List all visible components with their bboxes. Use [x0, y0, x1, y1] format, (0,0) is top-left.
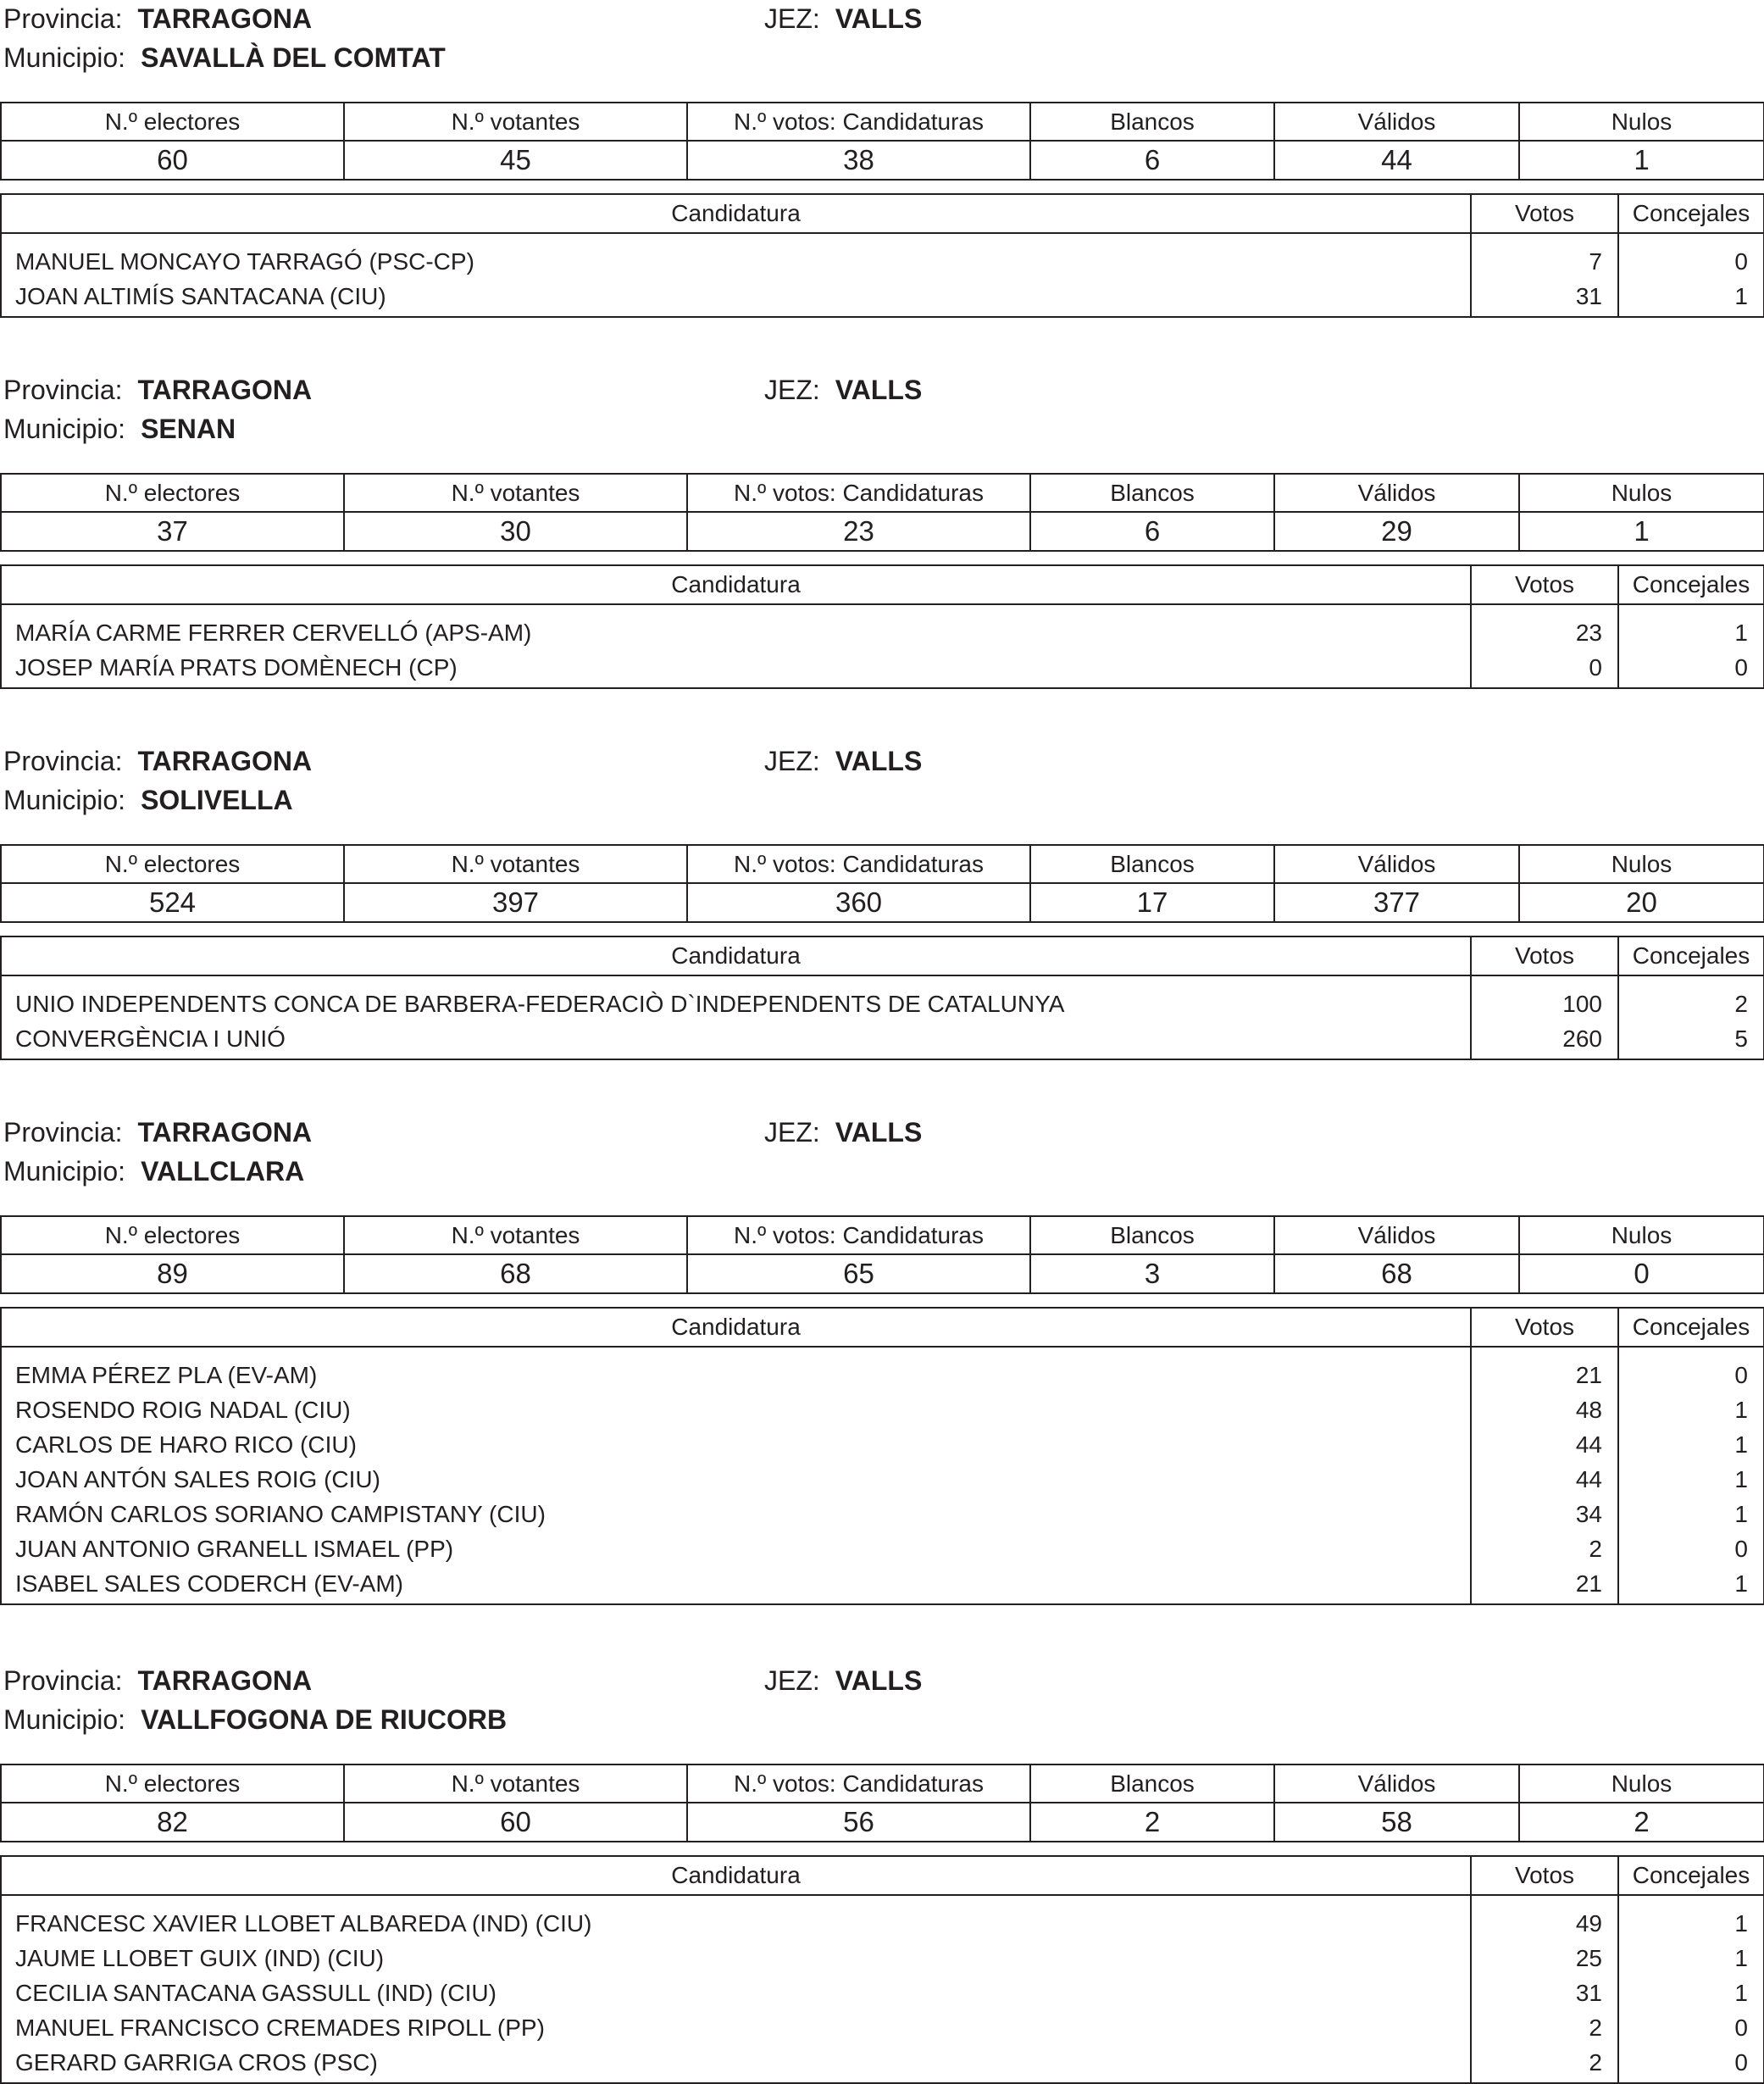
- candidates-table: [0, 564, 1764, 689]
- candidates-table: [0, 1855, 1764, 2084]
- municipio-line: [3, 1704, 507, 1735]
- municipio-value: VALLCLARA: [141, 1156, 305, 1186]
- municipio-label: Municipio:: [3, 1156, 126, 1186]
- stats-value-votantes: 30: [344, 512, 687, 551]
- stats-value-votos_cand: 360: [687, 883, 1030, 922]
- stats-header-blancos: Blancos: [1030, 1764, 1274, 1803]
- municipio-label: Municipio:: [3, 414, 126, 444]
- candidatura-header: Candidatura: [1, 194, 1471, 233]
- provincia-value: TARRAGONA: [137, 1117, 313, 1148]
- concejales-header: Concejales: [1618, 1856, 1764, 1895]
- stats-value-votantes: 60: [344, 1803, 687, 1842]
- stats-value-validos: 58: [1274, 1803, 1519, 1842]
- candidate-name: FRANCESC XAVIER LLOBET ALBAREDA (IND) (CIU): [1, 1895, 1471, 1941]
- candidate-votos: 260: [1471, 1021, 1618, 1059]
- candidate-votos: 31: [1471, 1976, 1618, 2010]
- stats-value-validos: 29: [1274, 512, 1519, 551]
- stats-header-votos_cand: N.º votos: Candidaturas: [687, 474, 1030, 512]
- stats-value-row: [1, 883, 1764, 922]
- stats-header-votantes: N.º votantes: [344, 103, 687, 141]
- stats-header-blancos: Blancos: [1030, 1216, 1274, 1254]
- stats-header-nulos: Nulos: [1519, 1216, 1764, 1254]
- candidates-header-row: [1, 936, 1764, 975]
- stats-value-row: [1, 512, 1764, 551]
- candidate-row: [1, 1531, 1764, 1566]
- stats-value-electores: 37: [1, 512, 344, 551]
- candidate-row: [1, 2045, 1764, 2083]
- candidate-name: JOAN ANTÓN SALES ROIG (CIU): [1, 1462, 1471, 1497]
- candidate-votos: 100: [1471, 975, 1618, 1021]
- jez-value: VALLS: [835, 3, 923, 34]
- stats-header-validos: Válidos: [1274, 1216, 1519, 1254]
- stats-header-electores: N.º electores: [1, 1764, 344, 1803]
- candidate-votos: 2: [1471, 1531, 1618, 1566]
- provincia-label: Provincia:: [3, 746, 123, 776]
- stats-value-blancos: 6: [1030, 512, 1274, 551]
- candidate-concejales: 0: [1618, 1347, 1764, 1392]
- stats-header-electores: N.º electores: [1, 474, 344, 512]
- stats-value-blancos: 3: [1030, 1254, 1274, 1293]
- candidate-concejales: 0: [1618, 2045, 1764, 2083]
- candidate-votos: 44: [1471, 1462, 1618, 1497]
- candidate-name: JOSEP MARÍA PRATS DOMÈNECH (CP): [1, 650, 1471, 688]
- stats-value-nulos: 0: [1519, 1254, 1764, 1293]
- stats-value-nulos: 1: [1519, 512, 1764, 551]
- candidate-votos: 25: [1471, 1941, 1618, 1976]
- candidate-name: RAMÓN CARLOS SORIANO CAMPISTANY (CIU): [1, 1497, 1471, 1531]
- candidate-row: [1, 279, 1764, 317]
- candidate-name: EMMA PÉREZ PLA (EV-AM): [1, 1347, 1471, 1392]
- stats-value-row: [1, 141, 1764, 180]
- stats-header-validos: Válidos: [1274, 1764, 1519, 1803]
- candidate-row: [1, 975, 1764, 1021]
- jez-label: JEZ:: [764, 1117, 820, 1148]
- candidate-name: MARÍA CARME FERRER CERVELLÓ (APS-AM): [1, 604, 1471, 650]
- municipio-label: Municipio:: [3, 42, 126, 73]
- candidates-table: [0, 193, 1764, 318]
- jez-value: VALLS: [835, 746, 923, 776]
- provincia-line: [3, 3, 312, 34]
- candidate-votos: 0: [1471, 650, 1618, 688]
- provincia-line: [3, 1117, 312, 1148]
- candidate-row: [1, 1347, 1764, 1392]
- municipio-value: SAVALLÀ DEL COMTAT: [141, 42, 446, 73]
- candidate-votos: 23: [1471, 604, 1618, 650]
- candidate-concejales: 1: [1618, 1497, 1764, 1531]
- stats-table: [0, 844, 1764, 923]
- stats-value-blancos: 6: [1030, 141, 1274, 180]
- candidate-name: ISABEL SALES CODERCH (EV-AM): [1, 1566, 1471, 1604]
- jez-value: VALLS: [835, 1117, 923, 1148]
- provincia-line: [3, 1665, 312, 1696]
- candidate-votos: 44: [1471, 1427, 1618, 1462]
- provincia-label: Provincia:: [3, 375, 123, 405]
- candidate-votos: 21: [1471, 1566, 1618, 1604]
- candidate-row: [1, 1941, 1764, 1976]
- candidate-row: [1, 1392, 1764, 1427]
- stats-header-electores: N.º electores: [1, 103, 344, 141]
- candidate-votos: 2: [1471, 2010, 1618, 2045]
- stats-header-votos_cand: N.º votos: Candidaturas: [687, 103, 1030, 141]
- stats-header-blancos: Blancos: [1030, 474, 1274, 512]
- stats-table: [0, 1764, 1764, 1842]
- stats-header-blancos: Blancos: [1030, 845, 1274, 883]
- stats-value-votantes: 68: [344, 1254, 687, 1293]
- stats-header-votos_cand: N.º votos: Candidaturas: [687, 1216, 1030, 1254]
- provincia-label: Provincia:: [3, 3, 123, 34]
- municipio-line: [3, 42, 446, 73]
- candidate-concejales: 1: [1618, 1566, 1764, 1604]
- candidates-header-row: [1, 565, 1764, 604]
- candidates-header-row: [1, 1856, 1764, 1895]
- jez-label: JEZ:: [764, 1665, 820, 1696]
- municipio-value: SOLIVELLA: [141, 785, 293, 815]
- candidate-concejales: 1: [1618, 1895, 1764, 1941]
- stats-value-electores: 60: [1, 141, 344, 180]
- municipio-label: Municipio:: [3, 1704, 126, 1735]
- candidate-row: [1, 1976, 1764, 2010]
- concejales-header: Concejales: [1618, 936, 1764, 975]
- candidate-row: [1, 1427, 1764, 1462]
- stats-header-row: [1, 103, 1764, 141]
- concejales-header: Concejales: [1618, 194, 1764, 233]
- candidate-votos: 49: [1471, 1895, 1618, 1941]
- candidate-name: ROSENDO ROIG NADAL (CIU): [1, 1392, 1471, 1427]
- stats-header-row: [1, 845, 1764, 883]
- stats-header-validos: Válidos: [1274, 103, 1519, 141]
- jez-line: [764, 746, 922, 776]
- stats-value-blancos: 2: [1030, 1803, 1274, 1842]
- stats-value-blancos: 17: [1030, 883, 1274, 922]
- candidate-votos: 21: [1471, 1347, 1618, 1392]
- provincia-value: TARRAGONA: [137, 375, 313, 405]
- candidate-concejales: 1: [1618, 1462, 1764, 1497]
- provincia-line: [3, 746, 312, 776]
- stats-value-votantes: 45: [344, 141, 687, 180]
- stats-table: [0, 102, 1764, 181]
- candidates-table: [0, 936, 1764, 1060]
- stats-table: [0, 473, 1764, 552]
- candidate-name: MANUEL MONCAYO TARRAGÓ (PSC-CP): [1, 233, 1471, 279]
- candidate-row: [1, 233, 1764, 279]
- stats-header-votantes: N.º votantes: [344, 474, 687, 512]
- municipio-line: [3, 785, 293, 815]
- jez-label: JEZ:: [764, 3, 820, 34]
- jez-label: JEZ:: [764, 746, 820, 776]
- stats-header-row: [1, 1764, 1764, 1803]
- municipio-line: [3, 1156, 304, 1186]
- candidates-header-row: [1, 194, 1764, 233]
- votos-header: Votos: [1471, 1856, 1618, 1895]
- candidate-concejales: 2: [1618, 975, 1764, 1021]
- stats-value-validos: 377: [1274, 883, 1519, 922]
- stats-header-row: [1, 1216, 1764, 1254]
- candidate-name: JOAN ALTIMÍS SANTACANA (CIU): [1, 279, 1471, 317]
- jez-label: JEZ:: [764, 375, 820, 405]
- candidate-concejales: 0: [1618, 650, 1764, 688]
- provincia-label: Provincia:: [3, 1665, 123, 1696]
- candidate-votos: 31: [1471, 279, 1618, 317]
- stats-header-votos_cand: N.º votos: Candidaturas: [687, 845, 1030, 883]
- concejales-header: Concejales: [1618, 1308, 1764, 1347]
- candidate-name: GERARD GARRIGA CROS (PSC): [1, 2045, 1471, 2083]
- stats-value-electores: 89: [1, 1254, 344, 1293]
- candidate-concejales: 1: [1618, 1976, 1764, 2010]
- candidatura-header: Candidatura: [1, 1308, 1471, 1347]
- stats-value-votos_cand: 38: [687, 141, 1030, 180]
- provincia-line: [3, 375, 312, 405]
- stats-header-nulos: Nulos: [1519, 845, 1764, 883]
- candidate-votos: 7: [1471, 233, 1618, 279]
- jez-line: [764, 375, 922, 405]
- stats-value-row: [1, 1254, 1764, 1293]
- votos-header: Votos: [1471, 194, 1618, 233]
- stats-value-validos: 68: [1274, 1254, 1519, 1293]
- stats-value-nulos: 2: [1519, 1803, 1764, 1842]
- candidate-concejales: 0: [1618, 2010, 1764, 2045]
- candidate-concejales: 1: [1618, 604, 1764, 650]
- municipio-label: Municipio:: [3, 785, 126, 815]
- stats-value-electores: 524: [1, 883, 344, 922]
- candidate-name: CONVERGÈNCIA I UNIÓ: [1, 1021, 1471, 1059]
- candidate-concejales: 1: [1618, 1941, 1764, 1976]
- stats-value-votos_cand: 65: [687, 1254, 1030, 1293]
- jez-line: [764, 1117, 922, 1148]
- stats-value-electores: 82: [1, 1803, 344, 1842]
- provincia-value: TARRAGONA: [137, 746, 313, 776]
- stats-value-nulos: 20: [1519, 883, 1764, 922]
- stats-value-votos_cand: 56: [687, 1803, 1030, 1842]
- concejales-header: Concejales: [1618, 565, 1764, 604]
- candidatura-header: Candidatura: [1, 565, 1471, 604]
- candidate-row: [1, 1895, 1764, 1941]
- jez-value: VALLS: [835, 375, 923, 405]
- jez-line: [764, 1665, 922, 1696]
- candidate-name: MANUEL FRANCISCO CREMADES RIPOLL (PP): [1, 2010, 1471, 2045]
- jez-line: [764, 3, 922, 34]
- candidatura-header: Candidatura: [1, 1856, 1471, 1895]
- stats-header-validos: Válidos: [1274, 845, 1519, 883]
- candidate-name: JUAN ANTONIO GRANELL ISMAEL (PP): [1, 1531, 1471, 1566]
- candidate-row: [1, 650, 1764, 688]
- stats-value-votos_cand: 23: [687, 512, 1030, 551]
- stats-header-validos: Válidos: [1274, 474, 1519, 512]
- candidate-name: JAUME LLOBET GUIX (IND) (CIU): [1, 1941, 1471, 1976]
- candidate-concejales: 1: [1618, 1427, 1764, 1462]
- stats-header-votantes: N.º votantes: [344, 845, 687, 883]
- stats-value-votantes: 397: [344, 883, 687, 922]
- stats-header-electores: N.º electores: [1, 1216, 344, 1254]
- candidate-name: UNIO INDEPENDENTS CONCA DE BARBERA-FEDERACIÒ D`INDEPENDENTS DE CATALUNYA: [1, 975, 1471, 1021]
- stats-value-row: [1, 1803, 1764, 1842]
- provincia-value: TARRAGONA: [137, 3, 313, 34]
- stats-header-row: [1, 474, 1764, 512]
- votos-header: Votos: [1471, 936, 1618, 975]
- candidatura-header: Candidatura: [1, 936, 1471, 975]
- candidate-concejales: 5: [1618, 1021, 1764, 1059]
- stats-header-votos_cand: N.º votos: Candidaturas: [687, 1764, 1030, 1803]
- candidate-row: [1, 1021, 1764, 1059]
- candidates-header-row: [1, 1308, 1764, 1347]
- provincia-label: Provincia:: [3, 1117, 123, 1148]
- stats-header-nulos: Nulos: [1519, 103, 1764, 141]
- candidate-row: [1, 2010, 1764, 2045]
- candidate-votos: 48: [1471, 1392, 1618, 1427]
- municipio-value: SENAN: [141, 414, 236, 444]
- provincia-value: TARRAGONA: [137, 1665, 313, 1696]
- candidate-row: [1, 604, 1764, 650]
- stats-value-nulos: 1: [1519, 141, 1764, 180]
- candidate-concejales: 1: [1618, 1392, 1764, 1427]
- municipio-line: [3, 414, 236, 444]
- candidate-name: CARLOS DE HARO RICO (CIU): [1, 1427, 1471, 1462]
- candidate-name: CECILIA SANTACANA GASSULL (IND) (CIU): [1, 1976, 1471, 2010]
- votos-header: Votos: [1471, 1308, 1618, 1347]
- stats-header-nulos: Nulos: [1519, 1764, 1764, 1803]
- stats-header-nulos: Nulos: [1519, 474, 1764, 512]
- stats-header-votantes: N.º votantes: [344, 1764, 687, 1803]
- candidate-row: [1, 1462, 1764, 1497]
- stats-header-blancos: Blancos: [1030, 103, 1274, 141]
- candidate-concejales: 1: [1618, 279, 1764, 317]
- candidates-table: [0, 1307, 1764, 1605]
- stats-table: [0, 1215, 1764, 1294]
- candidate-votos: 2: [1471, 2045, 1618, 2083]
- stats-header-electores: N.º electores: [1, 845, 344, 883]
- stats-value-validos: 44: [1274, 141, 1519, 180]
- candidate-concejales: 0: [1618, 1531, 1764, 1566]
- candidate-row: [1, 1497, 1764, 1531]
- jez-value: VALLS: [835, 1665, 923, 1696]
- votos-header: Votos: [1471, 565, 1618, 604]
- stats-header-votantes: N.º votantes: [344, 1216, 687, 1254]
- candidate-votos: 34: [1471, 1497, 1618, 1531]
- candidate-concejales: 0: [1618, 233, 1764, 279]
- municipio-value: VALLFOGONA DE RIUCORB: [141, 1704, 508, 1735]
- candidate-row: [1, 1566, 1764, 1604]
